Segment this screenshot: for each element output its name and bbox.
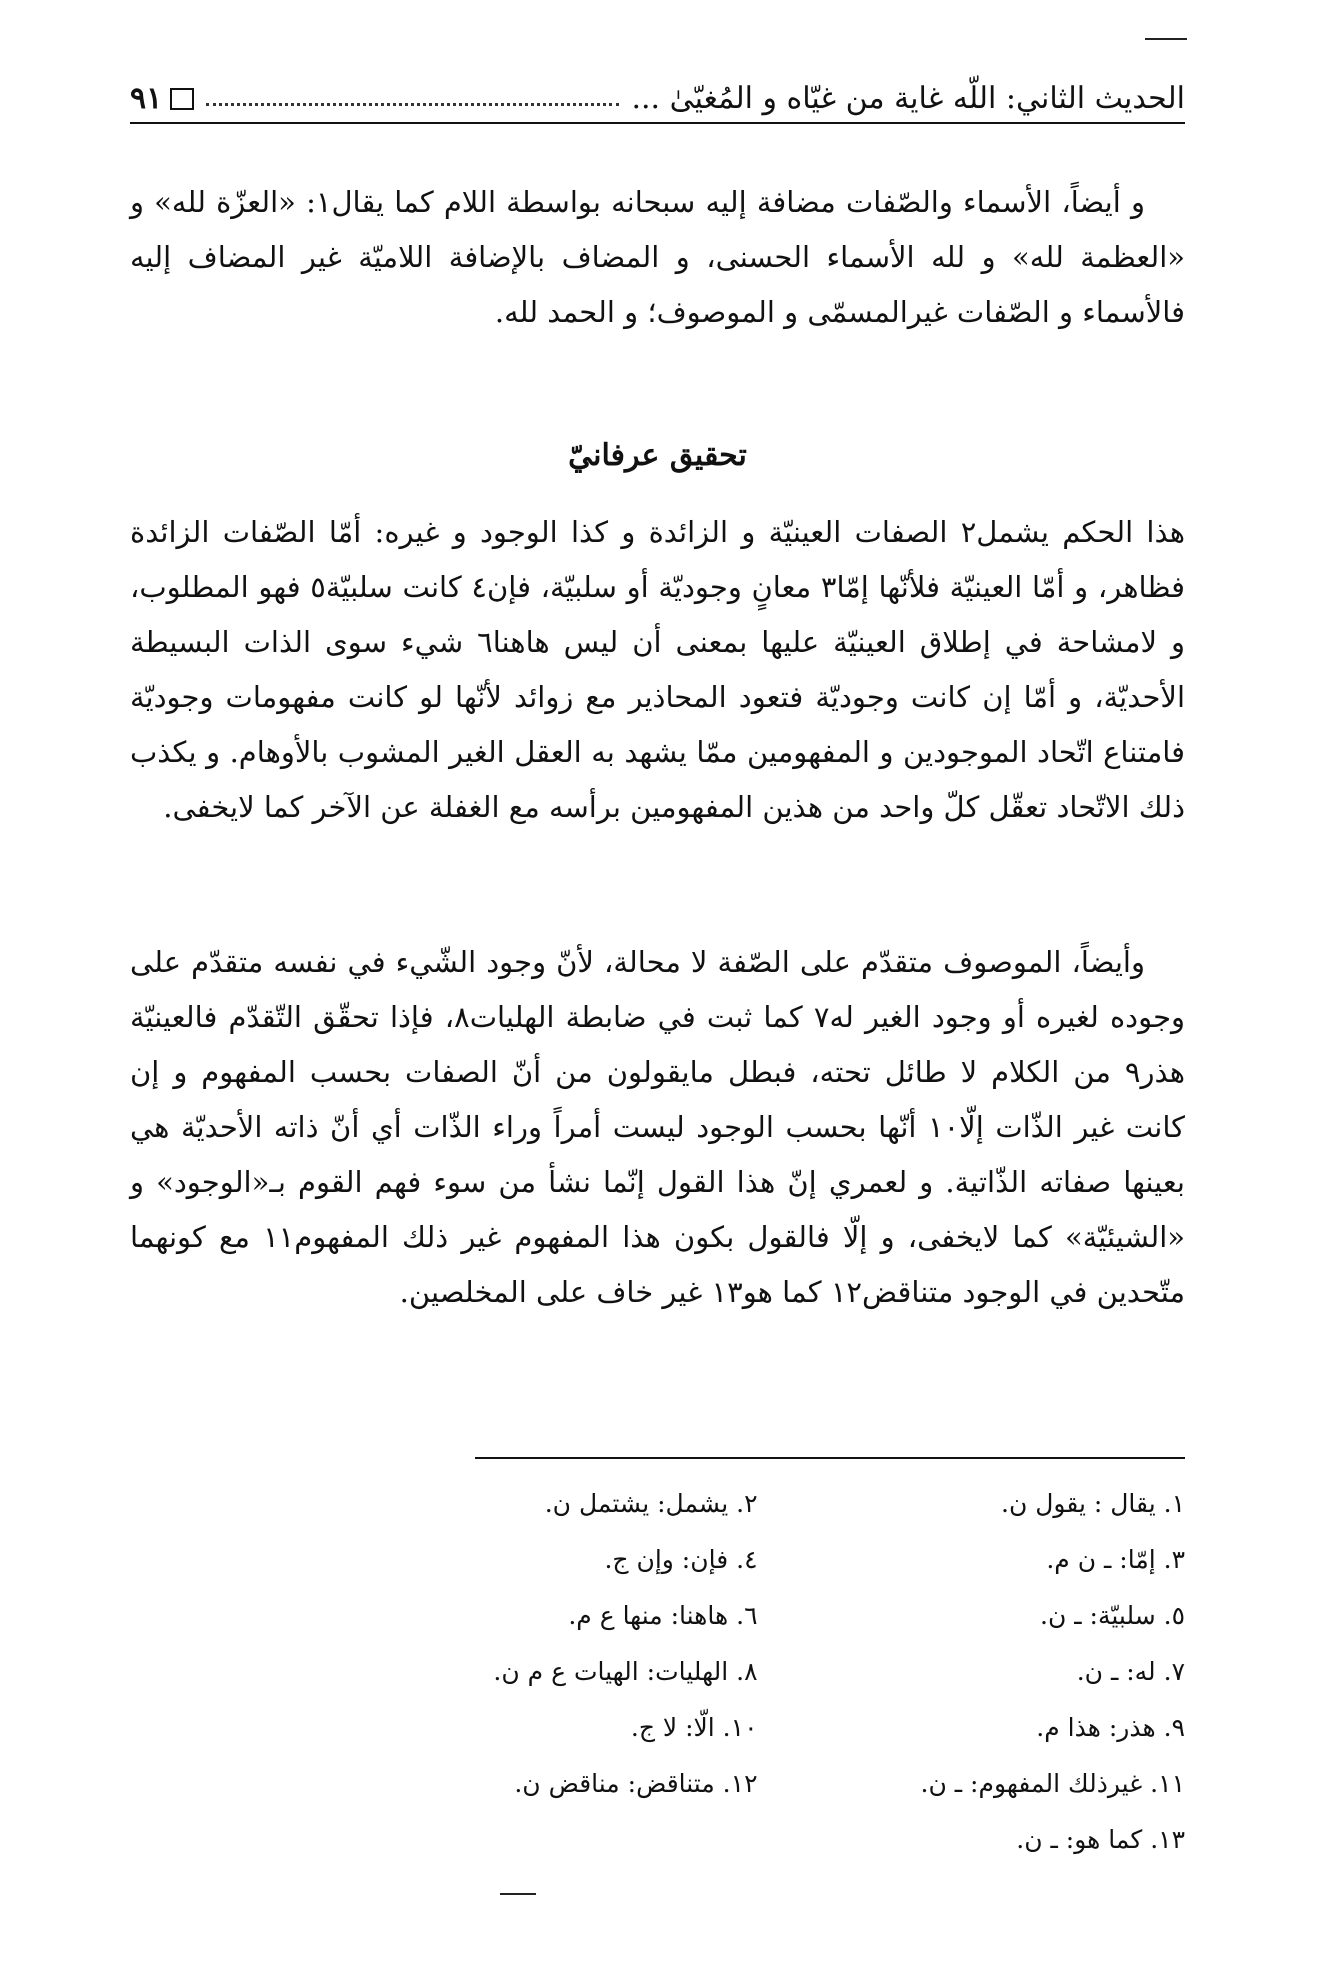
footnote-10: ١٠. الّا: لا ج. — [630, 1712, 758, 1742]
paragraph-2: هذا الحكم يشمل٢ الصفات العينيّة و الزائدة و كذا الوجود و غيره: أمّا الصّفات الزائدة فظاهر، و أمّا العينيّة فلأنّها إمّا٣ معانٍ وجوديّة أو سلبيّة، فإن٤ كانت سلبيّة٥ فهو المطلوب، و لامشاحة في إطلاق العينيّة عليها بمعنى أن ليس هاهنا٦ شيء سوى الذات البسيطة الأحديّة، و أمّا إن كانت وجوديّة فتعود المحاذير مع زوائد لأنّها لو كانت مفهومات وجوديّة فامتناع اتّحاد الموجودين و المفهومين ممّا يشهد به العقل الغير المشوب بالأوهام. و يكذب ذلك الاتّحاد تعقّل كلّ واحد من هذين المفهومين برأسه مع الغفلة عن الآخر كما لايخفى. — [130, 515, 1186, 824]
section-heading: تحقيق عرفانيّ — [568, 438, 747, 473]
footnote-7: ٧. له: ـ ن. — [1076, 1656, 1185, 1686]
footnote-9: ٩. هذر: هذا م. — [1036, 1712, 1185, 1742]
footnote-6: ٦. هاهنا: منها ع م. — [568, 1600, 758, 1630]
top-dash-mark — [1145, 38, 1187, 40]
bottom-dash-mark — [500, 1893, 536, 1895]
square-ornament-icon — [170, 88, 194, 110]
page-number-box — [130, 81, 194, 122]
footnote-5: ٥. سلبيّة: ـ ن. — [1040, 1600, 1185, 1630]
footnote-separator — [475, 1457, 1185, 1459]
footnote-11: ١١. غيرذلك المفهوم: ـ ن. — [920, 1768, 1185, 1798]
footnote-4: ٤. فإن: وإن ج. — [604, 1544, 758, 1574]
header-dot-leader — [206, 103, 619, 106]
footnote-2: ٢. يشمل: يشتمل ن. — [544, 1488, 758, 1518]
footnote-8: ٨. الهليات: الهيات ع م ن. — [493, 1656, 758, 1686]
footnote-12: ١٢. متناقض: مناقض ن. — [514, 1768, 758, 1798]
footnote-13: ١٣. كما هو: ـ ن. — [1016, 1824, 1185, 1854]
paragraph-3: وأيضاً، الموصوف متقدّم على الصّفة لا محالة، لأنّ وجود الشّيء في نفسه متقدّم على وجوده لغيره أو وجود الغير له٧ كما ثبت في ضابطة الهليات٨، فإذا تحقّق التّقدّم فالعينيّة هذر٩ من الكلام لا طائل تحته، فبطل مايقولون من أنّ الصفات بحسب المفهوم و إن كانت غير الذّات إلّا١٠ أنّها بحسب الوجود ليست أمراً وراء الذّات أي أنّ ذاته الأحديّة هي بعينها صفاته الذّاتية. و لعمري إنّ هذا القول إنّما نشأ من سوء فهم القوم بـ«الوجود» و «الشيئيّة» كما لايخفى، و إلّا فالقول بكون هذا المفهوم غير ذلك المفهوم١١ مع كونهما متّحدين في الوجود متناقض١٢ كما هو١٣ غير خاف على المخلصين. — [130, 945, 1185, 1309]
paragraph-1: و أيضاً، الأسماء والصّفات مضافة إليه سبحانه بواسطة اللام كما يقال١: «العزّة لله» و «العظمة لله» و لله الأسماء الحسنى، و المضاف بالإضافة اللاميّة غير المضاف إليه فالأسماء و الصّفات غيرالمسمّى و الموصوف؛ و الحمد لله. — [130, 185, 1185, 329]
page-number: ٩١ — [130, 81, 163, 116]
running-header — [130, 70, 1185, 124]
footnote-1: ١. يقال : يقول ن. — [1001, 1488, 1185, 1518]
footnotes-list — [330, 1475, 1185, 1867]
footnote-3: ٣. إمّا: ـ ن م. — [1046, 1544, 1185, 1574]
running-header-title: الحديث الثاني: اللّه غاية من غيّاه و المُغيّىٰ ... — [631, 81, 1185, 116]
